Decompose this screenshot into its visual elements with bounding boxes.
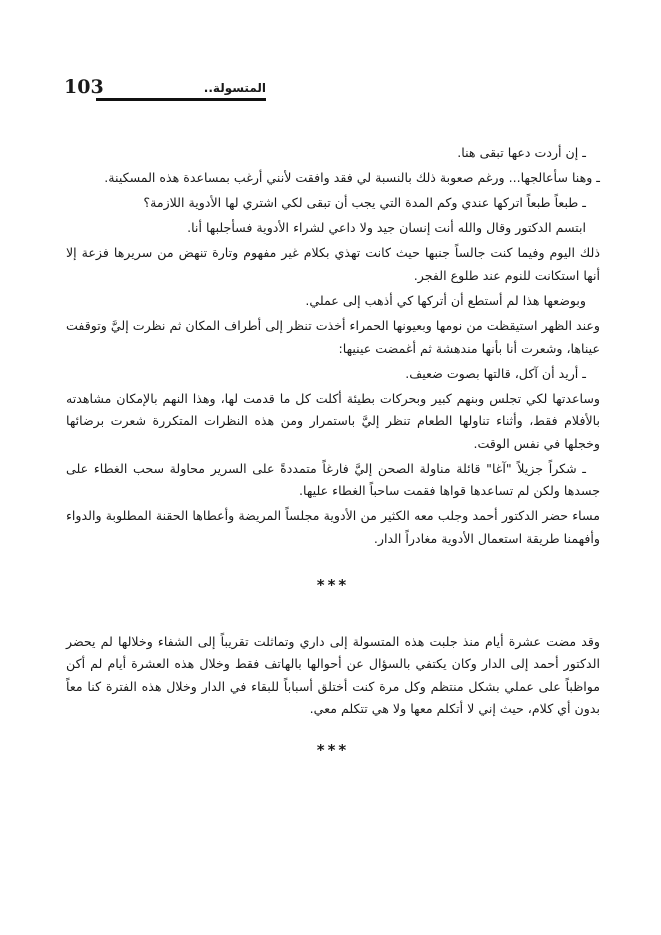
paragraph: ـ طبعاً طبعاً اتركها عندي وكم المدة التي يجب أن تبقى لكي اشتري لها الأدوية اللازمة؟: [143, 195, 586, 211]
paragraph: مساء حضر الدكتور أحمد وجلب معه الكثير من الأدوية مجلساً المريضة وأعطاها الحقنة المطلوبة والدواء وأفهمنا طريقة استعمال الأدوية مغادراً الدار.: [66, 508, 600, 546]
paragraph: ـ وهنا سأعالجها... ورغم صعوبة ذلك بالنسبة لي فقد وافقت لأنني أرغب بمساعدة هذه المسكينة.: [104, 170, 600, 186]
paragraph: وقد مضت عشرة أيام منذ جلبت هذه المتسولة إلى داري وتماثلت تقريباً إلى الشفاء وخلالها لم يحضر الدكتور أحمد إلى الدار وكان يكتفي بالسؤال عن أحوالها بالهاتف فقط وخلال هذه العشرة أيام لم أكن مواظباً على عملي بشكل منتظم وكل مرة كنت أختلق أسباباً للبقاء في الدار وخلال هذه الفترة كنا معاً بدون أي كلام، حيث إني لا أتكلم معها ولا هي تتكلم معي.: [66, 633, 600, 717]
paragraph: وبوضعها هذا لم أستطع أن أتركها كي أذهب إلى عملي.: [305, 292, 586, 308]
paragraph: وساعدتها لكي تجلس وبنهم كبير وبحركات بطيئة أكلت كل ما قدمت لها، وهذا النهم بالإمكان مشاهدته بالأفلام فقط، وأثناء تناولها الطعام تنظر إليَّ باستمرار ومن هذه النظرات المتكررة شعرت برضائها وخجلها في نفس الوقت.: [66, 390, 600, 451]
running-header: المتسولة..: [96, 81, 266, 101]
section-separator: ***: [316, 576, 350, 595]
paragraph: ـ شكراً جزيلاً "آغا" قائلة مناولة الصحن إليَّ فارغاً متمددةً على السرير محاولة سحب الغطاء على جسدها ولكن لم تساعدها قواها فقمت ساحباً الغطاء عليها.: [66, 460, 600, 499]
section-separator: ***: [316, 740, 350, 759]
paragraph: ابتسم الدكتور وقال والله أنت إنسان جيد ولا داعي لشراء الأدوية فسأجلبها أنا.: [187, 220, 586, 236]
page-number: 103: [64, 76, 104, 98]
paragraph: وعند الظهر استيقظت من نومها وبعيونها الحمراء أخذت تنظر إلى أطراف المكان ثم نظرت إليَّ وتوقفت عيناها، وشعرت أنا بأنها مندهشة ثم أغمضت عينيها:: [66, 318, 600, 356]
paragraph: ـ أريد أن آكل، قالتها بصوت ضعيف.: [405, 365, 586, 381]
paragraph: ذلك اليوم وفيما كنت جالساً جنبها حيث كانت تهذي بكلام غير مفهوم وتارة تنهض من سريرها فزعة إلا أنها استكانت للنوم عند طلوع الفجر.: [66, 245, 600, 283]
paragraph: ـ إن أردت دعها تبقى هنا.: [457, 145, 586, 160]
page-body: [66, 142, 600, 761]
